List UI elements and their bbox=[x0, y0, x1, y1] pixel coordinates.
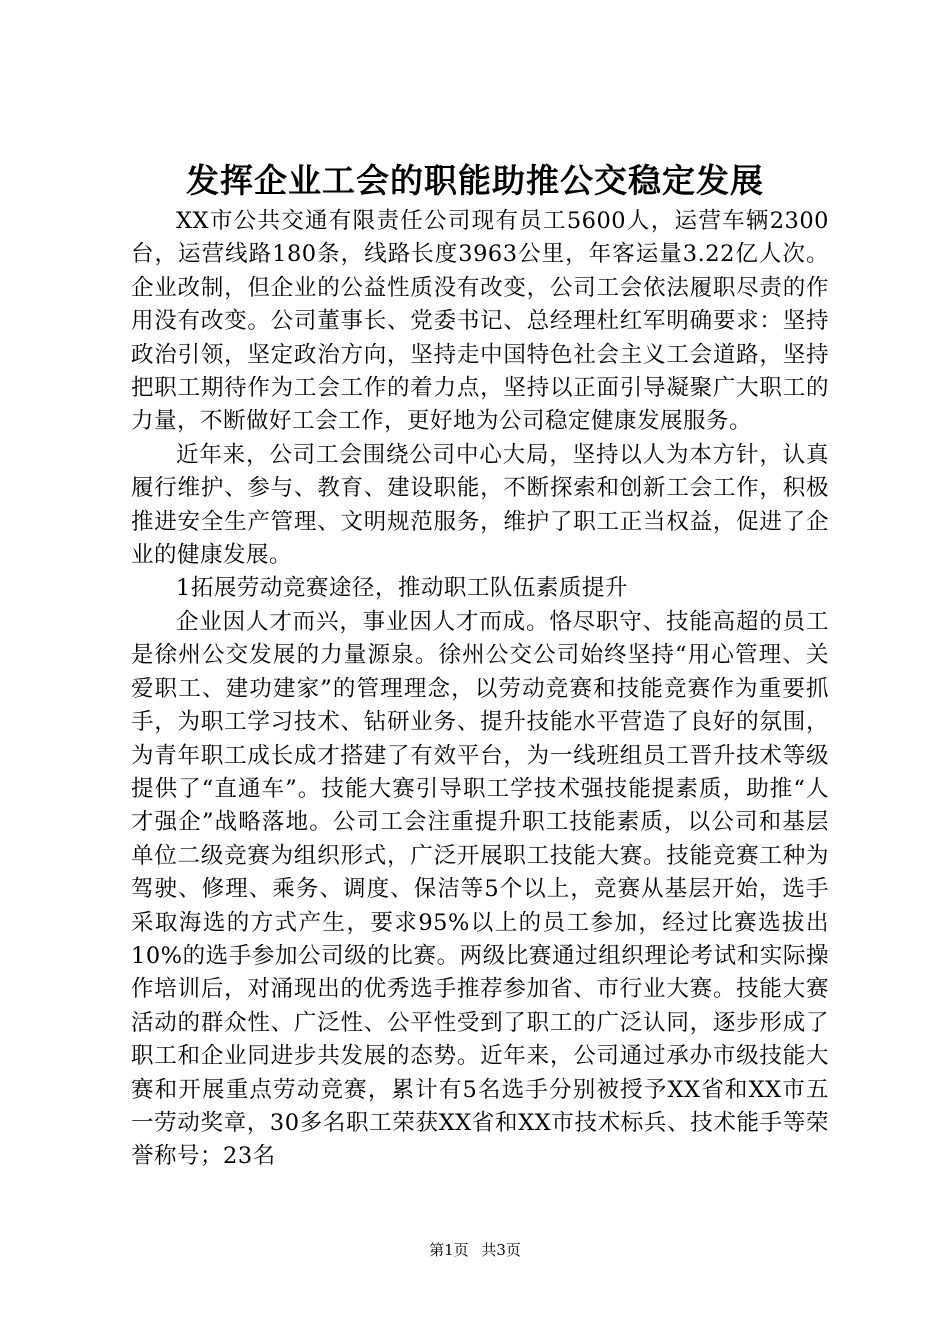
page-number: 第1页 bbox=[429, 1241, 469, 1259]
document-body bbox=[131, 205, 829, 1174]
page-total: 共3页 bbox=[481, 1241, 521, 1259]
page-footer bbox=[0, 1240, 950, 1260]
paragraph-competition: 企业因人才而兴，事业因人才而成。恪尽职守、技能高超的员工是徐州公交发展的力量源泉。徐州公交公司始终坚持“用心管理、关爱职工、建功建家”的管理理念，以劳动竞赛和技能竞赛作为重要抓手，为职工学习技术、钻研业务、提升技能水平营造了良好的氛围，为青年职工成长成才搭建了有效平台，为一线班组员工晋升技术等级提供了“直通车”。技能大赛引导职工学技术强技能提素质，助推“人才强企”战略落地。公司工会注重提升职工技能素质，以公司和基层单位二级竞赛为组织形式，广泛开展职工技能大赛。技能竞赛工种为驾驶、修理、乘务、调度、保洁等5个以上，竞赛从基层开始，选手采取海选的方式产生，要求95%以上的员工参加，经过比赛选拔出10%的选手参加公司级的比赛。两级比赛通过组织理论考试和实际操作培训后，对涌现出的优秀选手推荐参加省、市行业大赛。技能大赛活动的群众性、广泛性、公平性受到了职工的广泛认同，逐步形成了职工和企业同进步共发展的态势。近年来，公司通过承办市级技能大赛和开展重点劳动竞赛，累计有5名选手分别被授予XX省和XX市五一劳动奖章，30多名职工荣获XX省和XX市技术标兵、技术能手等荣誉称号；23名 bbox=[131, 608, 829, 1170]
section-heading: 1拓展劳动竞赛途径，推动职工队伍素质提升 bbox=[176, 575, 628, 602]
paragraph-overview: 近年来，公司工会围绕公司中心大局，坚持以人为本方针，认真履行维护、参与、教育、建设职能，不断探索和创新工会工作，积极推进安全生产管理、文明规范服务，维护了职工正当权益，促进了企业的健康发展。 bbox=[131, 441, 829, 569]
paragraph-intro: XX市公共交通有限责任公司现有员工5600人，运营车辆2300台，运营线路180条，线路长度3963公里，年客运量3.22亿人次。企业改制，但企业的公益性质没有改变，公司工会依法履职尽责的作用没有改变。公司董事长、党委书记、总经理杜红军明确要求：坚持政治引领，坚定政治方向，坚持走中国特色社会主义工会道路，坚持把职工期待作为工会工作的着力点，坚持以正面引导凝聚广大职工的力量，不断做好工会工作，更好地为公司稳定健康发展服务。 bbox=[131, 208, 829, 435]
document-title: 发挥企业工会的职能助推公交稳定发展 bbox=[186, 161, 764, 200]
